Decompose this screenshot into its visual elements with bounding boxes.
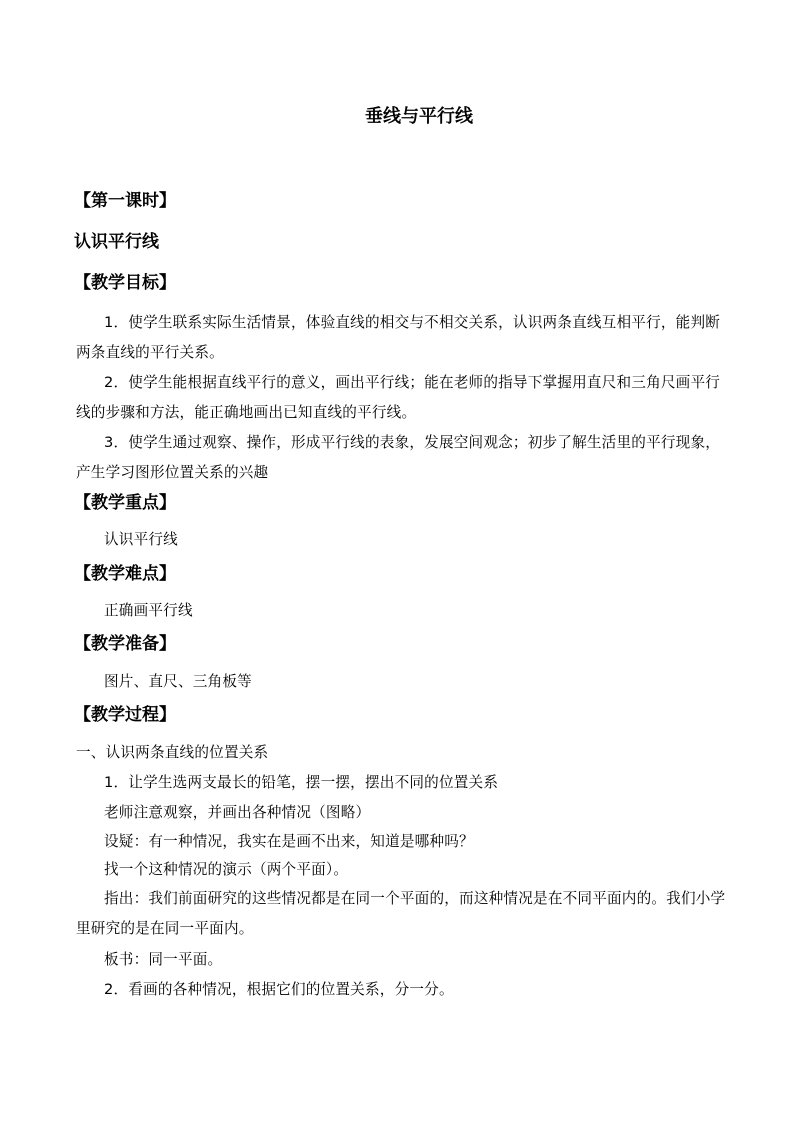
process-question: 设疑：有一种情况，我实在是画不出来，知道是哪种吗？ <box>104 833 474 850</box>
key-points-heading: 【教学重点】 <box>74 493 176 513</box>
lesson-label: 【第一课时】 <box>74 191 176 211</box>
process-step-1: 1．让学生选两支最长的铅笔，摆一摆，摆出不同的位置关系 <box>104 774 499 791</box>
difficulties-heading: 【教学难点】 <box>74 564 176 584</box>
key-points-text: 认识平行线 <box>104 531 178 548</box>
objective-item-1: 1．使学生联系实际生活情景，体验直线的相交与不相交关系，认识两条直线互相平行，能判断两条直线的平行关系。 <box>76 314 721 361</box>
objective-item-2: 2．使学生能根据直线平行的意义，画出平行线；能在老师的指导下掌握用直尺和三角尺画平行线的步骤和方法，能正确地画出已知直线的平行线。 <box>76 374 721 421</box>
objectives-heading: 【教学目标】 <box>74 273 176 293</box>
process-step-2: 2．看画的各种情况，根据它们的位置关系，分一分。 <box>104 981 454 998</box>
lesson-topic: 认识平行线 <box>74 232 159 252</box>
process-board: 板书：同一平面。 <box>104 951 223 968</box>
preparation-text: 图片、直尺、三角板等 <box>104 673 252 690</box>
document-title: 垂线与平行线 <box>365 106 473 127</box>
objective-item-3: 3．使学生通过观察、操作，形成平行线的表象，发展空间观念；初步了解生活里的平行现象，产生学习图形位置关系的兴趣 <box>76 434 721 481</box>
difficulties-text: 正确画平行线 <box>104 602 193 619</box>
process-section-1: 一、认识两条直线的位置关系 <box>76 744 269 761</box>
process-observe: 老师注意观察，并画出各种情况（图略） <box>104 804 371 821</box>
preparation-heading: 【教学准备】 <box>74 634 176 654</box>
process-heading: 【教学过程】 <box>74 705 176 725</box>
process-point-out: 指出：我们前面研究的这些情况都是在同一个平面的，而这种情况是在不同平面内的。我们小学里研究的是在同一平面内。 <box>76 890 726 937</box>
process-demo: 找一个这种情况的演示（两个平面）。 <box>104 861 349 878</box>
